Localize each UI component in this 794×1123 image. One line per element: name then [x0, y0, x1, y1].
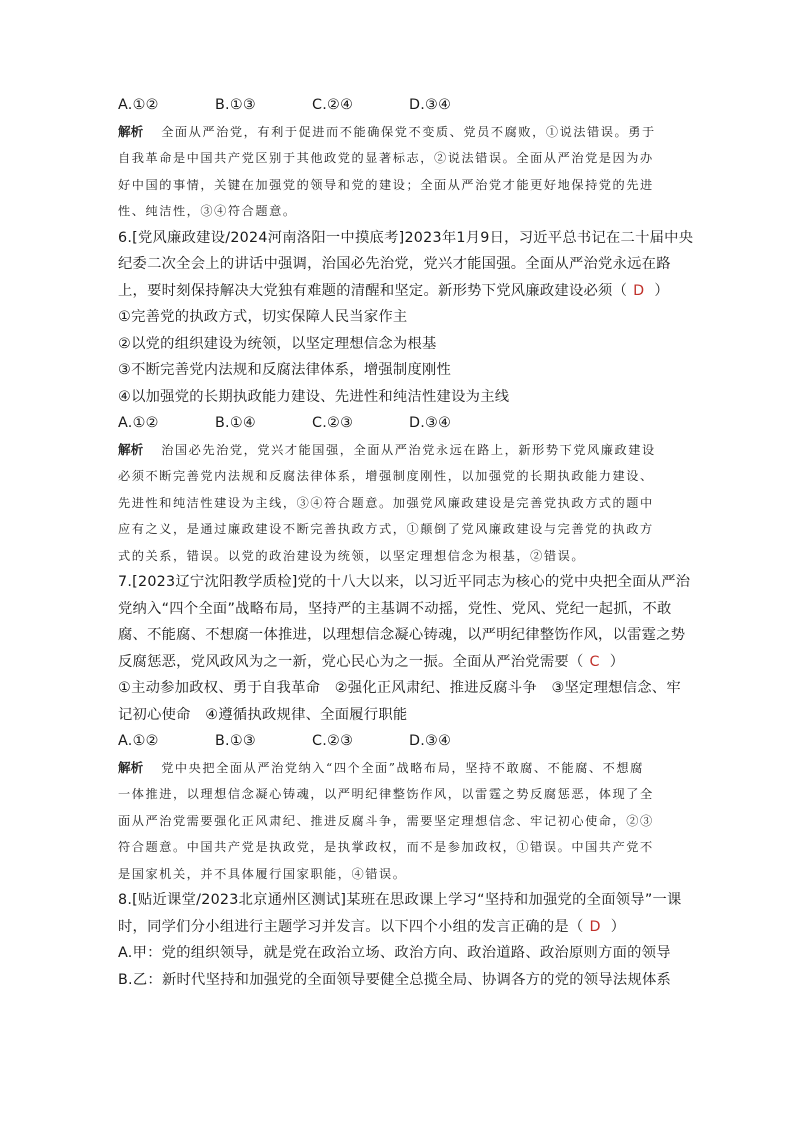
- q5-option-d: D.③④: [409, 97, 452, 113]
- q7-answer: C: [589, 653, 600, 670]
- q7-option-b: B.①③: [215, 733, 256, 749]
- q7-explanation-line: 解析 党中央把全面从严治党纳入“四个全面”战略布局，坚持不敢腐、不能腐、不想腐: [118, 759, 644, 775]
- q7-stem-line: 7.[2023辽宁沈阳教学质检]党的十八大以来，以习近平同志为核心的党中央把全面从严治: [118, 574, 691, 590]
- q7-option-a: A.①②: [118, 733, 159, 749]
- q6-stem-line: 6.[党风廉政建设/2024河南洛阳一中摸底考]2023年1月9日，习近平总书记在二十届中央: [118, 229, 694, 246]
- q7-option-d: D.③④: [409, 733, 452, 749]
- q7-items-line: ①主动参加政权、勇于自我革命 ②强化正风肃纪、推进反腐斗争 ③坚定理想信念、牢: [118, 680, 681, 696]
- q6-explanation-line: 式的关系，错误。以党的政治建设为统领，以坚定理想信念为根基，②错误。: [118, 548, 586, 563]
- q7-explanation-line: 一体推进，以理想信念凝心铸魂，以严明纪律整饬作风，以雷霆之势反腐惩恶，体现了全: [118, 787, 654, 801]
- q6-option-c: C.②③: [312, 415, 354, 431]
- q6-item: ②以党的组织建设为统领，以坚定理想信念为根基: [118, 335, 437, 352]
- q7-explanation-line: 面从严治党需要强化正风肃纪、推进反腐斗争，需要坚定理想信念、牢记初心使命，②③: [118, 813, 654, 828]
- q7-items-line: 记初心使命 ④遵循执政规律、全面履行职能: [118, 706, 408, 723]
- q5-explanation-line: 好中国的事情，关键在加强党的领导和党的建设；全面从严治党才能更好地保持党的先进: [118, 177, 654, 192]
- q7-explanation-line: 是国家机关，并不具体履行国家职能，④错误。: [118, 866, 407, 881]
- q6-stem-line: 纪委二次全会上的讲话中强调，治国必先治党，党兴才能国强。全面从严治党永远在路: [118, 256, 671, 272]
- q5-options: [118, 92, 678, 119]
- explanation-label: 解析: [118, 441, 144, 457]
- q6-stem-line: 上，要时刻保持解决大党独有难题的清醒和坚定。新形势下党风廉政建设必须（ D ）: [118, 282, 669, 299]
- q7-explanation-line: 符合题意。中国共产党是执政党，是执掌政权，而不是参加政权，①错误。中国共产党不: [118, 840, 654, 854]
- q6-explanation-line: 先进性和纯洁性建设为主线，③④符合题意。加强党风廉政建设是完善党执政方式的题中: [118, 495, 654, 510]
- q5-option-c: C.②④: [312, 97, 354, 113]
- q7-option-c: C.②③: [312, 733, 354, 749]
- explanation-label: 解析: [118, 123, 144, 139]
- q5-option-a: A.①②: [118, 97, 159, 113]
- q6-options: [118, 410, 678, 437]
- q7-options: [118, 728, 678, 755]
- q6-item: ①完善党的执政方式，切实保障人民当家作主: [118, 309, 408, 325]
- q6-explanation-line: 必须不断完善党内法规和反腐法律体系，增强制度刚性，以加强党的长期执政能力建设、: [118, 469, 654, 483]
- q5-explanation-line: 性、纯洁性，③④符合题意。: [118, 204, 297, 218]
- q6-option-d: D.③④: [409, 415, 452, 431]
- q5-explanation-line: 自我革命是中国共产党区别于其他政党的显著标志，②说法错误。全面从严治党是因为办: [118, 151, 654, 165]
- q8-answer: D: [589, 918, 601, 935]
- q8-stem-line: 8.[贴近课堂/2023北京通州区测试]某班在思政课上学习“坚持和加强党的全面领导”一课: [118, 892, 682, 908]
- q6-explanation-line: 解析 治国必先治党，党兴才能国强，全面从严治党永远在路上，新形势下党风廉政建设: [118, 441, 656, 457]
- document-page: [118, 92, 694, 993]
- q6-option-b: B.①④: [215, 415, 256, 431]
- q5-option-b: B.①③: [215, 97, 256, 113]
- q8-option-line: A.甲：党的组织领导，就是党在政治立场、政治方向、政治道路、政治原则方面的领导: [118, 945, 671, 961]
- q7-stem-line: 党纳入“四个全面”战略布局，坚持严的主基调不动摇，党性、党风、党纪一起抓，不敢: [118, 600, 672, 617]
- q5-explanation-line: 解析 全面从严治党，有利于促进而不能确保党不变质、党员不腐败，①说法错误。勇于: [118, 123, 656, 139]
- q7-stem-line: 腐、不能腐、不想腐一体推进，以理想信念凝心铸魂，以严明纪律整饬作风，以雷霆之势: [118, 627, 686, 643]
- q8-option-line: B.乙：新时代坚持和加强党的全面领导要健全总揽全局、协调各方的党的领导法规体系: [118, 971, 672, 988]
- q6-item: ④以加强党的长期执政能力建设、先进性和纯洁性建设为主线: [118, 388, 510, 405]
- q6-explanation-line: 应有之义，是通过廉政建设不断完善执政方式，①颠倒了党风廉政建设与完善党的执政方: [118, 522, 654, 536]
- q7-stem-line: 反腐惩恶，党风政风为之一新，党心民心为之一振。全面从严治党需要（ C ）: [118, 653, 625, 670]
- q6-item: ③不断完善党内法规和反腐法律体系，增强制度刚性: [118, 362, 452, 378]
- explanation-label: 解析: [118, 759, 144, 775]
- q6-option-a: A.①②: [118, 415, 159, 431]
- q6-answer: D: [633, 282, 645, 299]
- q8-stem-line: 时，同学们分小组进行主题学习并发言。以下四个小组的发言正确的是（ D ）: [118, 918, 626, 935]
